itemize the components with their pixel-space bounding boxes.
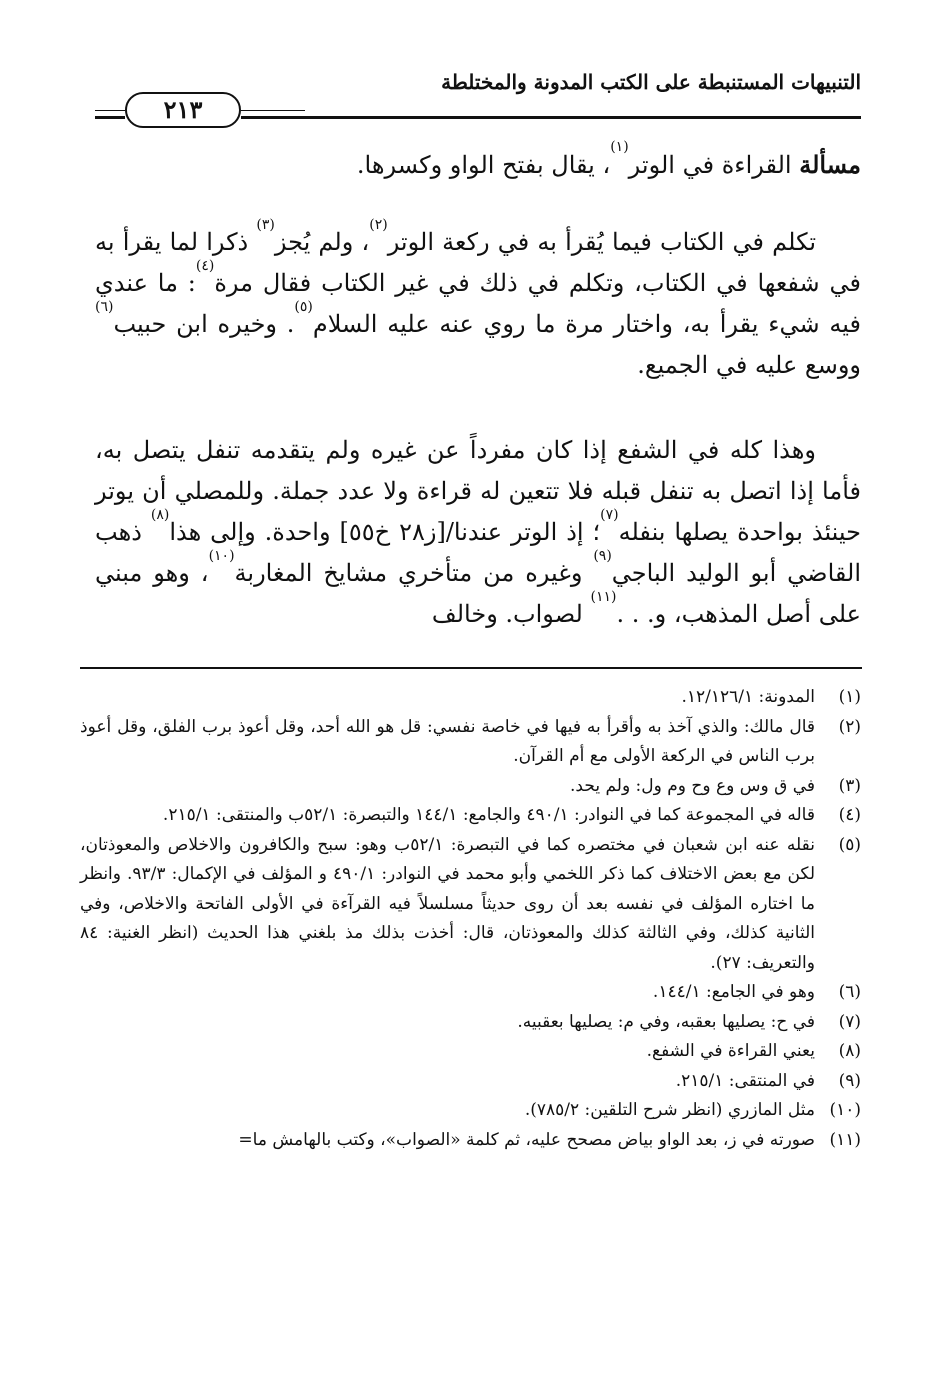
footnote-number: (١١) (829, 1129, 861, 1150)
footnote-text: قال مالك: والذي آخذ به وأقرأ به فيها في خاصة نفسي: قل هو الله أحد، وقل أعوذ برب الفلق، وقل أعوذ برب الناس في الركعة الأولى مع أم القرآن. (80, 716, 815, 766)
footnote-10 (80, 1096, 861, 1126)
footnote-8 (80, 1037, 861, 1067)
text-run: ، يقال بفتح الواو وكسرها. (356, 151, 611, 179)
footnote-number: (١٠) (829, 1100, 861, 1120)
book-title: التنبيهات المستنبطة على الكتب المدونة والمختلطة (441, 70, 861, 94)
issue-heading: مسألة (799, 150, 861, 179)
footnote-number: (١) (838, 687, 861, 707)
footnote-number: (٦) (838, 982, 861, 1002)
footnote-6 (80, 978, 861, 1008)
running-header (95, 58, 861, 124)
page-number-frame (125, 92, 241, 128)
footnote-5 (80, 831, 861, 979)
text-run: ؛ إذ الوتر عندنا/[ز٢٨ خ٥٥] واحدة. وإلى هذا (169, 518, 601, 546)
footnote-ref-5[interactable]: (٥) (294, 299, 313, 315)
paragraph-3 (95, 430, 861, 635)
footnote-ref-3[interactable]: (٣) (256, 217, 275, 233)
footnote-ref-7[interactable]: (٧) (600, 507, 619, 523)
text-run: ، وهو مبني على أصل المذهب، و. . . (95, 559, 861, 628)
footnote-ref-8[interactable]: (٨) (150, 507, 170, 523)
paragraph-2 (95, 217, 861, 386)
footnote-text: المدونة: ١٢/١٢٦/١. (681, 687, 815, 707)
footnote-separator (80, 667, 862, 669)
paragraph-1 (95, 139, 861, 186)
footnote-number: (٧) (838, 1011, 861, 1032)
footnote-ref-2[interactable]: (٢) (369, 217, 388, 233)
text-run: : ما عندي فيه شيء يقرأ به، واختار مرة ما روي عنه عليه السلام (95, 269, 861, 338)
footnote-ref-9[interactable]: (٩) (593, 548, 612, 564)
footnote-2 (80, 713, 861, 772)
text-run: ووسع عليه في الجميع. (637, 351, 861, 379)
footnote-ref-10[interactable]: (١٠) (208, 548, 235, 564)
footnote-number: (٣) (838, 775, 861, 796)
footnote-number: (٩) (838, 1070, 861, 1091)
footnote-3 (80, 772, 861, 802)
text-run: تكلم في الكتاب فيما يُقرأ به في ركعة الوتر (387, 228, 816, 256)
text-run: وهذا كله في الشفع إذا كان مفرداً عن غيره ولم يتقدمه تنفل يتصل به، فأما إذا اتصل به تنفل قبله فلا تتعين له قراءة ولا عدد جملة. وللمصلي أن يوتر حينئذ بواحدة يصلها بنفله (95, 436, 862, 546)
text-run: لصواب. وخالف (431, 600, 591, 628)
text-run: ذكرا لما يقرأ به في شفعها في الكتاب، وتكلم في ذلك في غير الكتاب فقال مرة (95, 228, 861, 297)
footnote-text: وهو في الجامع: ١٤٤/١. (652, 982, 815, 1002)
page-number: ٢١٣ (125, 92, 241, 128)
footnote-ref-1[interactable]: (١) (610, 139, 629, 155)
footnote-7 (80, 1008, 861, 1038)
footnote-text: نقله عنه ابن شعبان في مختصره كما في التبصرة: ٥٢/١ب وهو: سبح والكافرون والاخلاص والمعوذتان، لكن مع بعض الاختلاف كما ذكر اللخمي وأبو محمد في النوادر: ٤٩٠/١ و المؤلف في الإكمال: ٩٣/٣. وانظر ما اختاره المؤلف في نفسه بعد أن روى حديثاً مسلسلاً فيه القرآءة في الأولى الفاتحة والاخلاص، وفي الثانية كذلك، وفي الثالثة كذلك والمعوذتان، قال: أخذت بذلك مذ بلغني هذا الحديث (انظر الغنية: ٨٤ والتعريف: ٢٧). (80, 834, 816, 973)
footnote-text: في ح: يصليها بعقبه، وفي م: يصليها بعقبيه. (517, 1011, 815, 1032)
text-run: وغيره من متأخري مشايخ المغاربة (234, 559, 594, 587)
footnote-number: (٤) (838, 805, 861, 825)
footnote-text: مثل المازري (انظر شرح التلقين: ٧٨٥/٢). (524, 1100, 815, 1120)
footnote-text: في المنتقى: ٢١٥/١. (675, 1070, 815, 1091)
text-run: القراءة في الوتر (628, 151, 800, 179)
footnote-ref-11[interactable]: (١١) (590, 589, 617, 605)
footnote-text: صورته في ز، بعد الواو بياض مصحح عليه، ثم كلمة «الصواب»، وكتب بالهامش ما= (238, 1129, 815, 1150)
text-run: . وخيره ابن حبيب (113, 310, 295, 338)
footnote-text: يعني القراءة في الشفع. (646, 1041, 815, 1061)
footnote-9 (80, 1067, 861, 1097)
text-run: ذهب القاضي أبو الوليد الباجي (95, 518, 861, 587)
footnotes-list (80, 683, 861, 1155)
footnote-text: في ق وس وع وح وم ول: ولم يحد. (570, 775, 815, 796)
footnote-11 (80, 1126, 861, 1156)
footnote-ref-6[interactable]: (٦) (95, 299, 114, 315)
footnote-number: (٨) (838, 1041, 861, 1061)
footnote-ref-4[interactable]: (٤) (195, 258, 215, 274)
footnote-text: قاله في المجموعة كما في النوادر: ٤٩٠/١ والجامع: ١٤٤/١ والتبصرة: ٥٢/١ب والمنتقى: ٢١٥/١. (162, 805, 815, 825)
footnote-number: (٥) (838, 834, 861, 855)
footnote-number: (٢) (838, 716, 861, 737)
footnote-1 (80, 683, 861, 713)
text-run: ، ولم يُجز (274, 228, 370, 256)
footnote-4 (80, 801, 861, 831)
